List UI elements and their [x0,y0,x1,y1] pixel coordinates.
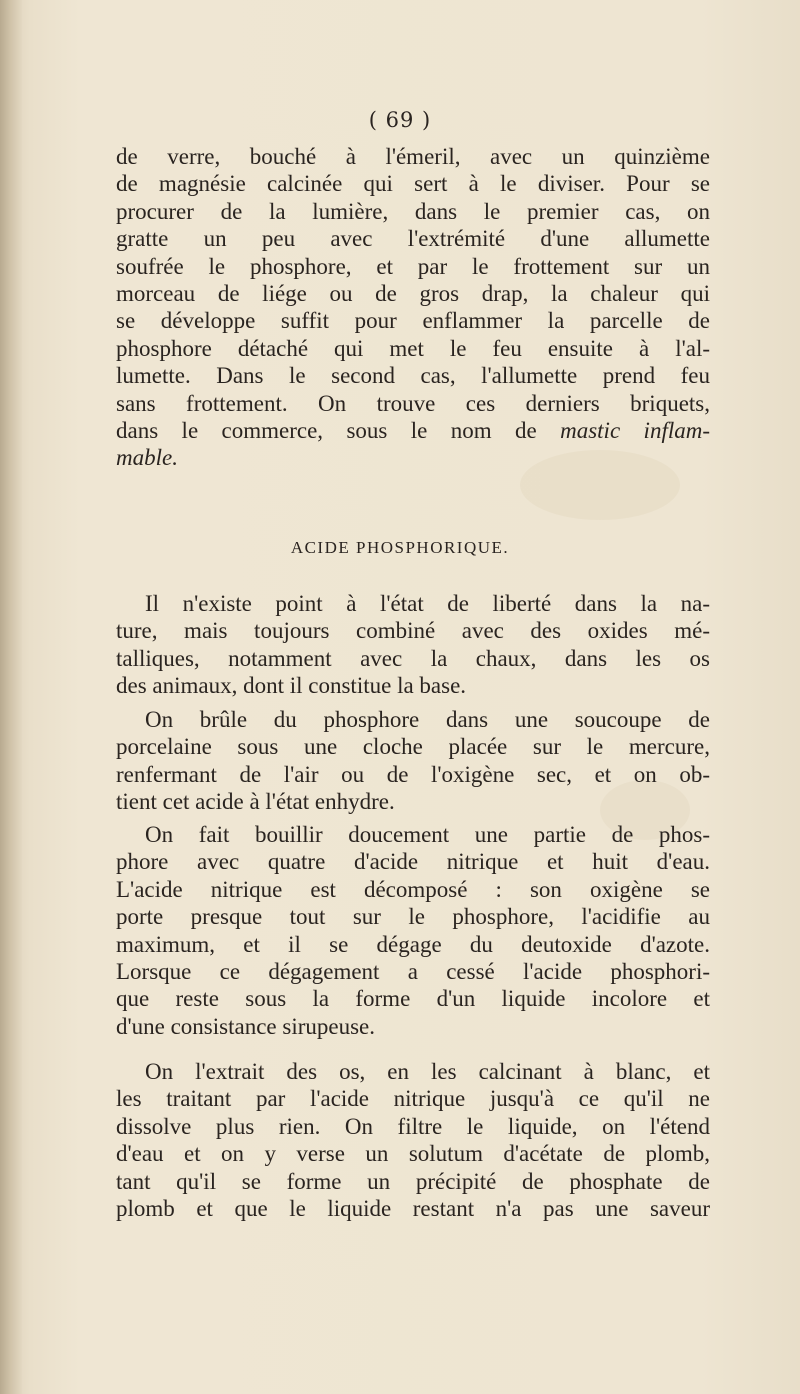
text-line: On brûle du phosphore dans une soucoupe de [145,707,710,732]
text-line: d'eau et on y verse un solutum d'acétate de plomb, [116,1141,710,1167]
text-plain: dans le commerce, sous le nom de [116,418,561,444]
paragraph [116,590,710,700]
text-line: L'acide nitrique est décomposé : son oxigène se [116,876,710,902]
page-number: ( 69 ) [368,108,432,132]
text-line: de magnésie calcinée qui sert à le diviser. Pour se [116,171,710,197]
italic-term: mable. [116,445,178,471]
paragraph [116,821,710,1040]
text-line: porte presque tout sur le phosphore, l'acidifie au [116,904,710,930]
text-line: phore avec quatre d'acide nitrique et huit d'eau. [116,849,710,875]
text-line: dissolve plus rien. On filtre le liquide, on l'étend [116,1113,710,1139]
text-line: On l'extrait des os, en les calcinant à blanc, et [145,1059,710,1084]
paragraph [116,1058,710,1222]
text-line: de verre, bouché à l'émeril, avec un quinzième [116,144,710,169]
text-line: se développe suffit pour enflammer la parcelle de [116,308,710,334]
text-line: lumette. Dans le second cas, l'allumette prend feu [116,363,710,389]
text-line: Lorsque ce dégagement a cessé l'acide phosphori- [116,959,710,985]
text-line: porcelaine sous une cloche placée sur le mercure, [116,734,710,760]
text-line [116,417,710,444]
text-line: soufrée le phosphore, et par le frottement sur un [116,253,710,279]
text-line: morceau de liége ou de gros drap, la chaleur qui [116,281,710,307]
text-line: sans frottement. On trouve ces derniers briquets, [116,390,710,416]
text-line: tant qu'il se forme un précipité de phosphate de [116,1168,710,1194]
text-line: tient cet acide à l'état enhydre. [116,789,395,815]
section-heading: ACIDE PHOSPHORIQUE. [290,538,510,557]
text-line: plomb et que le liquide restant n'a pas une saveur [116,1196,710,1222]
text-line: Il n'existe point à l'état de liberté dans la na- [145,591,710,616]
text-line: que reste sous la forme d'un liquide incolore et [116,986,710,1012]
text-line [116,444,710,471]
paragraph-continuation [116,143,710,472]
text-line: gratte un peu avec l'extrémité d'une allumette [116,226,710,252]
paragraph [116,706,710,816]
text-line: les traitant par l'acide nitrique jusqu'à ce qu'il ne [116,1086,710,1112]
text-line: des animaux, dont il constitue la base. [116,673,467,699]
text-line: talliques, notamment avec la chaux, dans les os [116,645,710,671]
text-line: procurer de la lumière, dans le premier cas, on [116,198,710,224]
page-spine-shadow [0,0,22,1394]
italic-term: mastic inflam- [560,418,710,444]
text-line: phosphore détaché qui met le feu ensuite à l'al- [116,335,710,361]
text-line: On fait bouillir doucement une partie de phos- [145,822,710,847]
text-line: renfermant de l'air ou de l'oxigène sec, et on ob- [116,761,710,787]
text-line: d'une consistance sirupeuse. [116,1013,375,1039]
text-line: maximum, et il se dégage du deutoxide d'azote. [116,931,710,957]
text-line: ture, mais toujours combiné avec des oxides mé- [116,618,710,644]
